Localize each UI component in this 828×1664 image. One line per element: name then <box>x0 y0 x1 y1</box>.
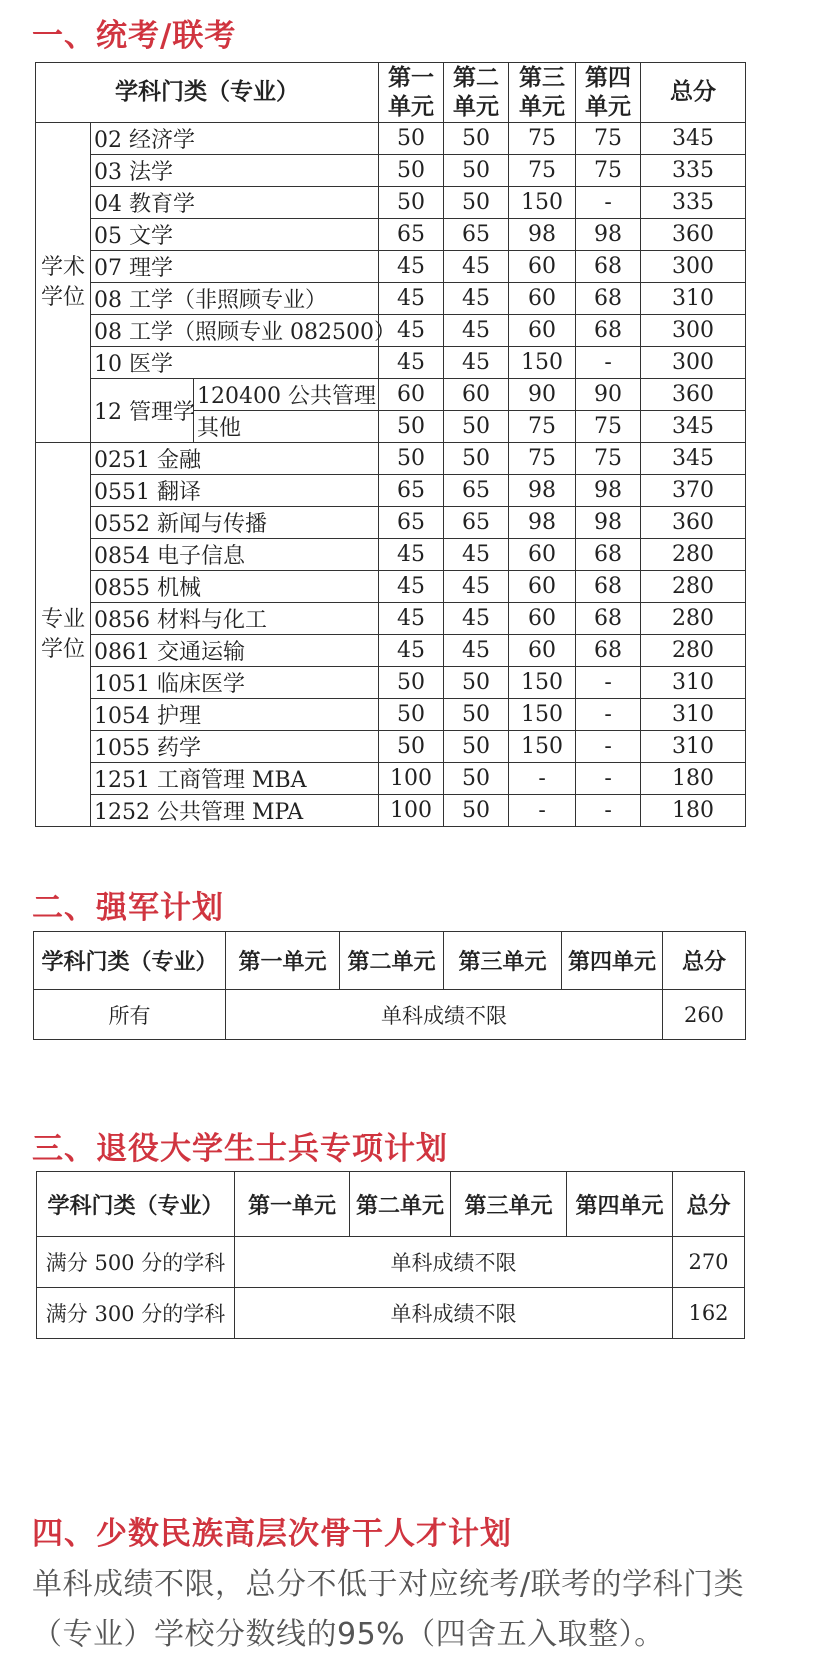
cell-unit1: 45 <box>379 283 444 315</box>
cell-unit2: 45 <box>444 315 509 347</box>
row-total: 270 <box>673 1237 745 1288</box>
cell-unit2: 50 <box>444 699 509 731</box>
table-row <box>36 635 746 667</box>
cell-total: 345 <box>641 411 746 443</box>
header-subject: 学科门类（专业） <box>34 932 226 990</box>
row-note: 单科成绩不限 <box>235 1288 673 1339</box>
table-row <box>36 571 746 603</box>
cell-unit2: 60 <box>444 379 509 411</box>
minority-plan-text: 单科成绩不限，总分不低于对应统考/联考的学科门类（专业）学校分数线的95%（四舍五入取整）。 <box>32 1567 745 1652</box>
cell-unit4: 68 <box>576 603 641 635</box>
cell-unit3: 75 <box>509 123 576 155</box>
cell-total: 300 <box>641 315 746 347</box>
table-row <box>36 379 746 411</box>
table-row <box>37 1237 745 1288</box>
cell-unit1: 45 <box>379 251 444 283</box>
table-row <box>36 155 746 187</box>
cell-unit3: - <box>509 763 576 795</box>
cell-total: 180 <box>641 795 746 827</box>
header-unit4: 第四单元 <box>567 1172 673 1237</box>
table-row <box>36 347 746 379</box>
cell-unit1: 50 <box>379 187 444 219</box>
cell-total: 360 <box>641 507 746 539</box>
cell-unit4: 98 <box>576 219 641 251</box>
cell-unit1: 50 <box>379 411 444 443</box>
row-subject: 0251 金融 <box>91 443 379 475</box>
row-total: 162 <box>673 1288 745 1339</box>
table-row <box>36 443 746 475</box>
cell-unit3: 75 <box>509 155 576 187</box>
cell-unit3: 60 <box>509 603 576 635</box>
cell-unit3: 150 <box>509 667 576 699</box>
cell-unit4: - <box>576 763 641 795</box>
header-unit4: 第四 单元 <box>576 63 641 123</box>
cell-unit2: 50 <box>444 731 509 763</box>
cell-unit1: 50 <box>379 731 444 763</box>
cell-unit2: 45 <box>444 571 509 603</box>
header-unit1: 第一单元 <box>235 1172 350 1237</box>
cell-unit3: 150 <box>509 187 576 219</box>
cell-unit1: 100 <box>379 795 444 827</box>
table-row <box>34 990 746 1040</box>
row-subject: 0856 材料与化工 <box>91 603 379 635</box>
table-row <box>36 283 746 315</box>
cell-unit4: 98 <box>576 507 641 539</box>
header-unit2: 第二 单元 <box>444 63 509 123</box>
table-row <box>36 507 746 539</box>
table-row <box>36 699 746 731</box>
cell-unit2: 45 <box>444 251 509 283</box>
cell-total: 345 <box>641 123 746 155</box>
cell-total: 280 <box>641 539 746 571</box>
cell-unit3: 98 <box>509 507 576 539</box>
row-subject: 03 法学 <box>91 155 379 187</box>
row-subject: 04 教育学 <box>91 187 379 219</box>
row-subject: 05 文学 <box>91 219 379 251</box>
row-note: 单科成绩不限 <box>235 1237 673 1288</box>
row-note: 单科成绩不限 <box>226 990 663 1040</box>
cell-total: 180 <box>641 763 746 795</box>
cell-total: 280 <box>641 635 746 667</box>
header-unit2: 第二单元 <box>340 932 444 990</box>
cell-unit4: 90 <box>576 379 641 411</box>
row-subject: 所有 <box>34 990 226 1040</box>
cell-unit4: - <box>576 795 641 827</box>
cell-unit2: 45 <box>444 603 509 635</box>
row-subject: 07 理学 <box>91 251 379 283</box>
header-total: 总分 <box>641 63 746 123</box>
cell-unit4: 68 <box>576 539 641 571</box>
cell-unit4: - <box>576 187 641 219</box>
cell-unit1: 65 <box>379 507 444 539</box>
cell-unit1: 45 <box>379 603 444 635</box>
table-row <box>36 539 746 571</box>
cell-total: 280 <box>641 603 746 635</box>
row-subject-management: 12 管理学 <box>91 379 194 443</box>
cell-unit3: 75 <box>509 411 576 443</box>
table-row <box>36 123 746 155</box>
cell-unit2: 50 <box>444 795 509 827</box>
cell-total: 335 <box>641 155 746 187</box>
table-row <box>36 795 746 827</box>
cell-unit2: 45 <box>444 283 509 315</box>
cell-unit2: 45 <box>444 539 509 571</box>
cell-unit1: 50 <box>379 667 444 699</box>
cell-unit4: - <box>576 347 641 379</box>
cell-total: 335 <box>641 187 746 219</box>
table-row <box>36 475 746 507</box>
cell-total: 280 <box>641 571 746 603</box>
cell-unit4: 75 <box>576 123 641 155</box>
cell-unit3: 90 <box>509 379 576 411</box>
cell-total: 310 <box>641 731 746 763</box>
row-subject: 0551 翻译 <box>91 475 379 507</box>
cell-unit1: 45 <box>379 539 444 571</box>
header-subject: 学科门类（专业） <box>36 63 379 123</box>
cell-unit4: 68 <box>576 315 641 347</box>
header-total: 总分 <box>673 1172 745 1237</box>
cell-unit1: 100 <box>379 763 444 795</box>
table-row <box>36 603 746 635</box>
row-subject: 满分 300 分的学科 <box>37 1288 235 1339</box>
cell-unit3: 60 <box>509 251 576 283</box>
cell-unit4: - <box>576 667 641 699</box>
table-row <box>36 219 746 251</box>
cell-unit3: 60 <box>509 315 576 347</box>
header-unit3: 第三 单元 <box>509 63 576 123</box>
cell-total: 345 <box>641 443 746 475</box>
table-header-row <box>37 1172 745 1237</box>
cell-unit3: 60 <box>509 539 576 571</box>
section-title-minority: 四、少数民族高层次骨干人才计划 <box>32 1516 512 1552</box>
row-subfield: 其他 <box>194 411 379 443</box>
cell-unit3: 98 <box>509 219 576 251</box>
cell-total: 310 <box>641 699 746 731</box>
header-unit1: 第一 单元 <box>379 63 444 123</box>
cell-unit1: 45 <box>379 315 444 347</box>
cell-unit3: 60 <box>509 635 576 667</box>
row-subject: 1251 工商管理 MBA <box>91 763 379 795</box>
cell-unit2: 65 <box>444 475 509 507</box>
cell-unit3: 60 <box>509 283 576 315</box>
row-subject: 1055 药学 <box>91 731 379 763</box>
cell-unit4: 68 <box>576 251 641 283</box>
section-title-unified-exam: 一、统考/联考 <box>32 18 237 54</box>
veteran-table <box>36 1171 745 1339</box>
row-subject: 08 工学（照顾专业 082500） <box>91 315 379 347</box>
table-row <box>36 251 746 283</box>
cell-unit4: 68 <box>576 283 641 315</box>
table-header-row <box>36 63 746 123</box>
table-header-row <box>34 932 746 990</box>
cell-unit2: 65 <box>444 507 509 539</box>
cell-unit2: 45 <box>444 635 509 667</box>
cell-unit4: 75 <box>576 411 641 443</box>
cell-unit2: 50 <box>444 187 509 219</box>
cell-unit2: 50 <box>444 155 509 187</box>
row-subject: 0861 交通运输 <box>91 635 379 667</box>
table-row <box>36 763 746 795</box>
row-subject: 10 医学 <box>91 347 379 379</box>
row-subject: 08 工学（非照顾专业） <box>91 283 379 315</box>
military-table <box>33 931 746 1040</box>
row-subject: 0552 新闻与传播 <box>91 507 379 539</box>
row-subfield: 120400 公共管理 <box>194 379 379 411</box>
cell-unit4: 75 <box>576 155 641 187</box>
header-unit3: 第三单元 <box>451 1172 567 1237</box>
cell-total: 360 <box>641 379 746 411</box>
cell-unit2: 50 <box>444 123 509 155</box>
cell-unit1: 45 <box>379 347 444 379</box>
row-total: 260 <box>663 990 746 1040</box>
header-subject: 学科门类（专业） <box>37 1172 235 1237</box>
header-unit1: 第一单元 <box>226 932 340 990</box>
cell-unit3: 60 <box>509 571 576 603</box>
cell-unit1: 65 <box>379 475 444 507</box>
row-subject: 0854 电子信息 <box>91 539 379 571</box>
cell-unit2: 50 <box>444 763 509 795</box>
cell-unit1: 65 <box>379 219 444 251</box>
cell-unit4: 68 <box>576 571 641 603</box>
cell-total: 370 <box>641 475 746 507</box>
cell-unit1: 45 <box>379 571 444 603</box>
cell-unit4: - <box>576 699 641 731</box>
row-subject: 1054 护理 <box>91 699 379 731</box>
row-subject: 满分 500 分的学科 <box>37 1237 235 1288</box>
row-subject: 1252 公共管理 MPA <box>91 795 379 827</box>
cell-unit4: 98 <box>576 475 641 507</box>
cell-unit1: 50 <box>379 699 444 731</box>
cell-unit2: 50 <box>444 667 509 699</box>
table-row <box>36 187 746 219</box>
cell-unit3: 150 <box>509 699 576 731</box>
table-row <box>36 731 746 763</box>
row-subject: 1051 临床医学 <box>91 667 379 699</box>
cell-unit1: 45 <box>379 635 444 667</box>
cell-unit3: 150 <box>509 731 576 763</box>
row-subject: 02 经济学 <box>91 123 379 155</box>
cell-unit1: 50 <box>379 443 444 475</box>
cell-unit4: - <box>576 731 641 763</box>
table-row <box>36 315 746 347</box>
cell-unit2: 45 <box>444 347 509 379</box>
cell-total: 360 <box>641 219 746 251</box>
cell-total: 300 <box>641 347 746 379</box>
header-unit4: 第四单元 <box>562 932 663 990</box>
cell-total: 300 <box>641 251 746 283</box>
table-row <box>37 1288 745 1339</box>
cell-total: 310 <box>641 667 746 699</box>
cell-unit2: 65 <box>444 219 509 251</box>
cell-unit3: 98 <box>509 475 576 507</box>
row-subject: 0855 机械 <box>91 571 379 603</box>
header-unit2: 第二单元 <box>350 1172 451 1237</box>
cell-unit2: 50 <box>444 411 509 443</box>
section-title-veteran: 三、退役大学生士兵专项计划 <box>32 1131 448 1167</box>
cell-unit3: - <box>509 795 576 827</box>
header-total: 总分 <box>663 932 746 990</box>
table-row <box>36 667 746 699</box>
cell-unit3: 150 <box>509 347 576 379</box>
cell-unit4: 75 <box>576 443 641 475</box>
cell-unit2: 50 <box>444 443 509 475</box>
unified-exam-table <box>35 62 746 827</box>
cell-unit1: 50 <box>379 155 444 187</box>
cell-total: 310 <box>641 283 746 315</box>
section-title-military: 二、强军计划 <box>32 890 224 926</box>
cell-unit1: 60 <box>379 379 444 411</box>
group-academic-degree: 学术 学位 <box>36 123 91 443</box>
header-unit3: 第三单元 <box>444 932 562 990</box>
cell-unit4: 68 <box>576 635 641 667</box>
cell-unit1: 50 <box>379 123 444 155</box>
group-professional-degree: 专业 学位 <box>36 443 91 827</box>
cell-unit3: 75 <box>509 443 576 475</box>
